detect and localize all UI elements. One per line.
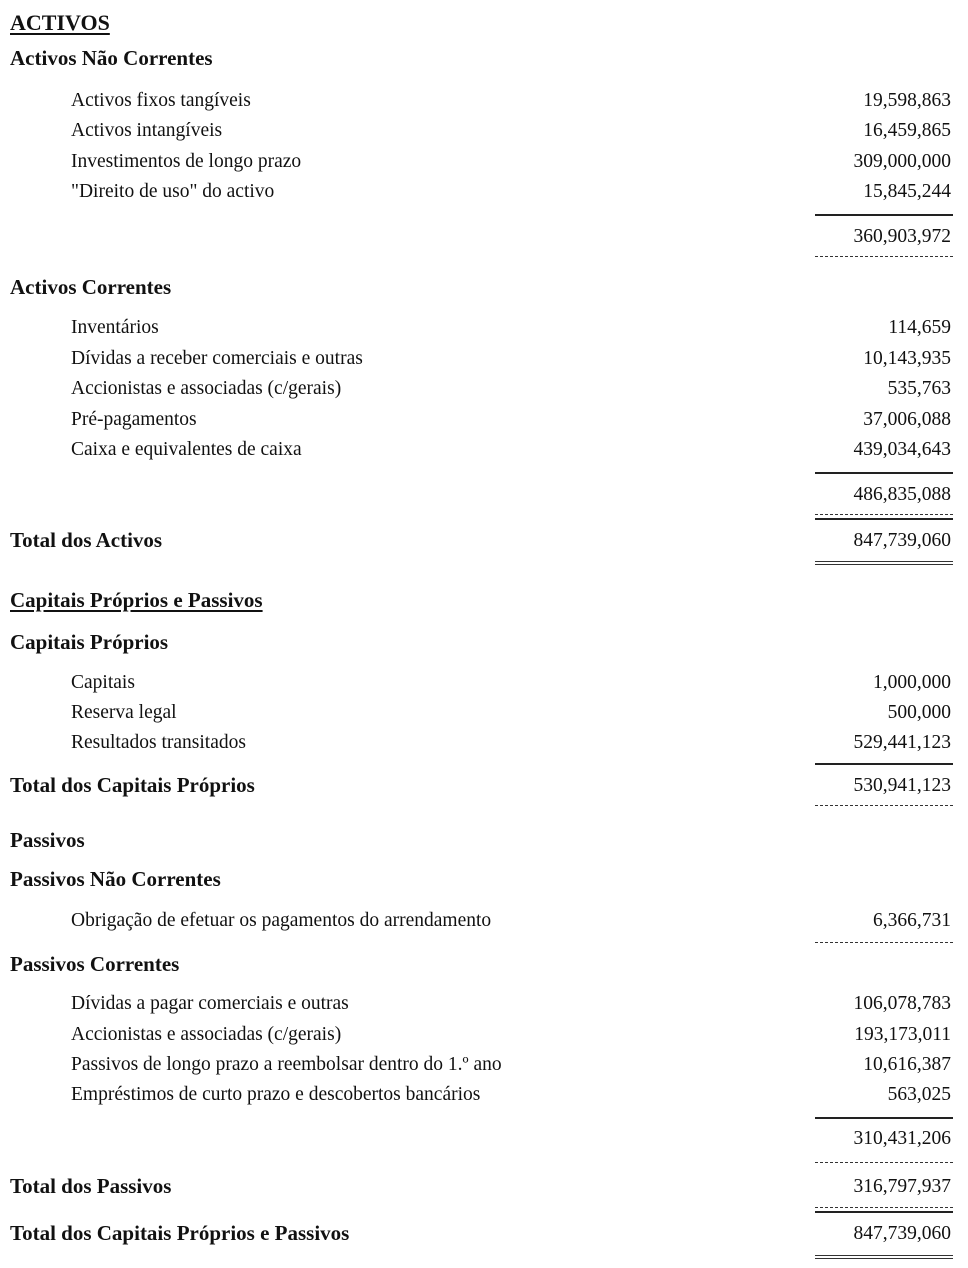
line-item-value: 16,459,865 [863, 120, 951, 141]
heading-activos-correntes: Activos Correntes [10, 275, 172, 299]
heading-capitais-e-passivos: Capitais Próprios e Passivos [10, 588, 263, 612]
line-item-label: Obrigação de efetuar os pagamentos do arrendamento [71, 910, 492, 931]
subtotal-rule [815, 1211, 953, 1213]
line-item-value: 193,173,011 [854, 1024, 951, 1045]
dashed-rule [815, 805, 953, 806]
line-item-value: 500,000 [887, 702, 951, 723]
total-capitais-proprios-value: 530,941,123 [853, 775, 951, 796]
heading-capitais-proprios: Capitais Próprios [10, 630, 169, 654]
double-rule [815, 561, 953, 565]
total-activos-label: Total dos Activos [10, 528, 163, 552]
dashed-rule [815, 1207, 953, 1208]
total-passivos-label: Total dos Passivos [10, 1174, 172, 1198]
line-item-label: Accionistas e associadas (c/gerais) [71, 378, 342, 399]
line-item-value: 1,000,000 [873, 672, 951, 693]
line-item-value: 529,441,123 [853, 732, 951, 753]
line-item-label: Caixa e equivalentes de caixa [71, 439, 302, 460]
subtotal-passivos-correntes: 310,431,206 [853, 1128, 951, 1149]
line-item-label: Empréstimos de curto prazo e descobertos bancários [71, 1084, 481, 1105]
line-item-label: Dívidas a receber comerciais e outras [71, 348, 363, 369]
total-capitais-e-passivos-label: Total dos Capitais Próprios e Passivos [10, 1221, 350, 1245]
total-activos-value: 847,739,060 [853, 530, 951, 551]
heading-passivos-nao-correntes: Passivos Não Correntes [10, 867, 221, 891]
subtotal-rule [815, 763, 953, 765]
line-item-value: 37,006,088 [863, 409, 951, 430]
line-item-value: 114,659 [888, 317, 951, 338]
dashed-rule [815, 514, 953, 515]
line-item-label: Reserva legal [71, 702, 177, 723]
line-item-label: Resultados transitados [71, 732, 246, 753]
line-item-label: Inventários [71, 317, 159, 338]
line-item-value: 106,078,783 [853, 993, 951, 1014]
line-item-label: "Direito de uso" do activo [71, 181, 275, 202]
line-item-value: 439,034,643 [853, 439, 951, 460]
line-item-label: Activos fixos tangíveis [71, 90, 251, 111]
dashed-rule [815, 256, 953, 257]
line-item-value: 10,143,935 [863, 348, 951, 369]
dashed-rule [815, 1162, 953, 1163]
line-item-label: Passivos de longo prazo a reembolsar dentro do 1.º ano [71, 1054, 502, 1075]
line-item-value: 563,025 [887, 1084, 951, 1105]
line-item-label: Dívidas a pagar comerciais e outras [71, 993, 349, 1014]
heading-passivos-correntes: Passivos Correntes [10, 952, 180, 976]
subtotal-rule [815, 1117, 953, 1119]
heading-activos-nao-correntes: Activos Não Correntes [10, 46, 213, 70]
line-item-label: Pré-pagamentos [71, 409, 197, 430]
line-item-value: 19,598,863 [863, 90, 951, 111]
total-capitais-proprios-label: Total dos Capitais Próprios [10, 773, 255, 797]
heading-activos: ACTIVOS [10, 10, 110, 35]
line-item-label: Capitais [71, 672, 135, 693]
line-item-value: 6,366,731 [873, 910, 951, 931]
subtotal-rule [815, 518, 953, 520]
heading-passivos: Passivos [10, 828, 85, 852]
total-passivos-value: 316,797,937 [853, 1176, 951, 1197]
line-item-label: Investimentos de longo prazo [71, 151, 302, 172]
subtotal-activos-correntes: 486,835,088 [853, 484, 951, 505]
line-item-value: 10,616,387 [863, 1054, 951, 1075]
subtotal-rule [815, 214, 953, 216]
subtotal-activos-nao-correntes: 360,903,972 [853, 226, 951, 247]
total-capitais-e-passivos-value: 847,739,060 [853, 1223, 951, 1244]
dashed-rule [815, 942, 953, 943]
line-item-value: 535,763 [887, 378, 951, 399]
subtotal-rule [815, 472, 953, 474]
line-item-label: Accionistas e associadas (c/gerais) [71, 1024, 342, 1045]
double-rule [815, 1255, 953, 1259]
line-item-label: Activos intangíveis [71, 120, 223, 141]
line-item-value: 15,845,244 [863, 181, 951, 202]
line-item-value: 309,000,000 [853, 151, 951, 172]
